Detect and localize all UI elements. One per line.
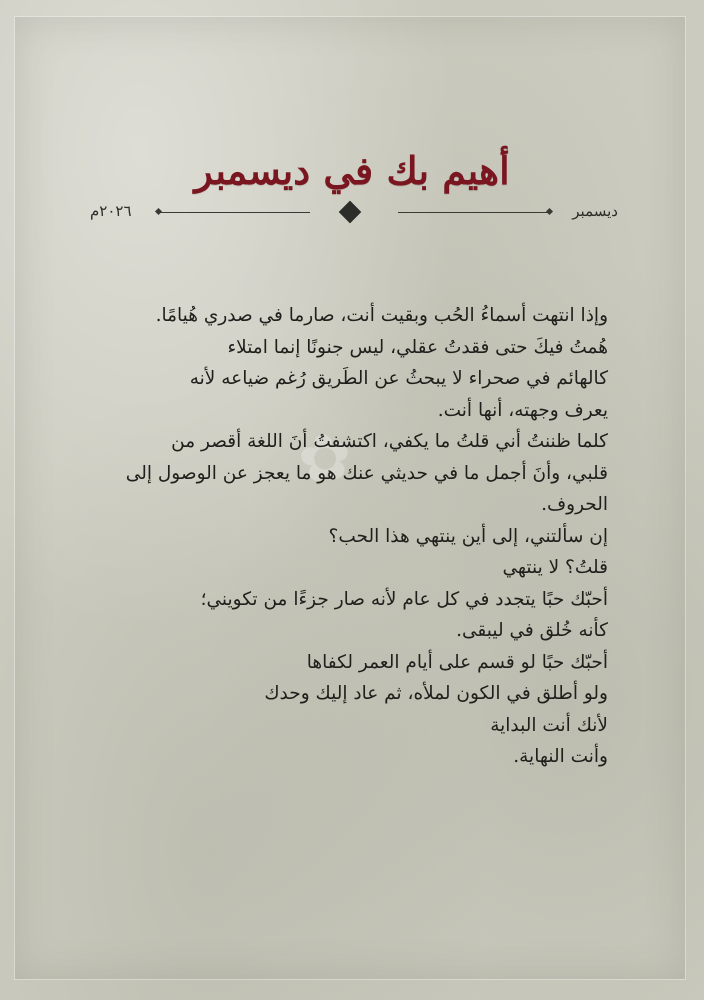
poem-line: قلبي، وأنَ أجمل ما في حديثي عنك هو ما يعجز عن الوصول إلى <box>125 462 608 484</box>
poem-line: إن سألتني، إلى أين ينتهي هذا الحب؟ <box>328 525 608 547</box>
poem-title: أهيم بك في ديسمبر <box>194 148 510 193</box>
poem-line: كالهائم في صحراء لا يبحثُ عن الطَريق رُغم ضياعه لأنه <box>189 368 608 389</box>
poem-line: أحبّك حبًا يتجدد في كل عام لأنه صار جزءًا من تكويني؛ <box>200 588 608 610</box>
watermark-icon: ✿ <box>293 418 357 500</box>
divider-dot <box>155 208 162 215</box>
poem-line: الحروف. <box>541 494 608 515</box>
year-label: ٢٠٢٦م <box>90 202 132 220</box>
poem-body <box>98 300 608 773</box>
poem-line: ولو أطلق في الكون لملأه، ثم عاد إليك وحدك <box>264 683 608 704</box>
divider-line-left <box>160 212 310 213</box>
poem-line: هُمتُ فيكَ حتى فقدتُ عقلي، ليس جنونًا إنما امتلاء <box>227 336 608 358</box>
month-label: ديسمبر <box>572 202 618 220</box>
poem-line: لأنك أنت البداية <box>490 714 608 736</box>
poem-line: قلتُ؟ لا ينتهي <box>502 557 608 578</box>
divider-line-right <box>398 212 548 213</box>
poem-line: يعرف وجهته، أنها أنت. <box>437 399 608 421</box>
poem-line: وإذا انتهت أسماءُ الحُب وبقيت أنت، صارما في صدري هُيامًا. <box>155 305 608 326</box>
title-divider <box>90 200 618 226</box>
diamond-ornament-icon <box>339 201 362 224</box>
poem-line: أحبّك حبًا لو قسم على أيام العمر لكفاها <box>306 651 608 673</box>
poem-line: كأنه خُلق في ليبقى. <box>456 620 608 641</box>
poem-line: كلما ظننتُ أني قلتُ ما يكفي، اكتشفتُ أنَ اللغة أقصر من <box>171 431 608 452</box>
poem-line: وأنت النهاية. <box>513 746 608 767</box>
